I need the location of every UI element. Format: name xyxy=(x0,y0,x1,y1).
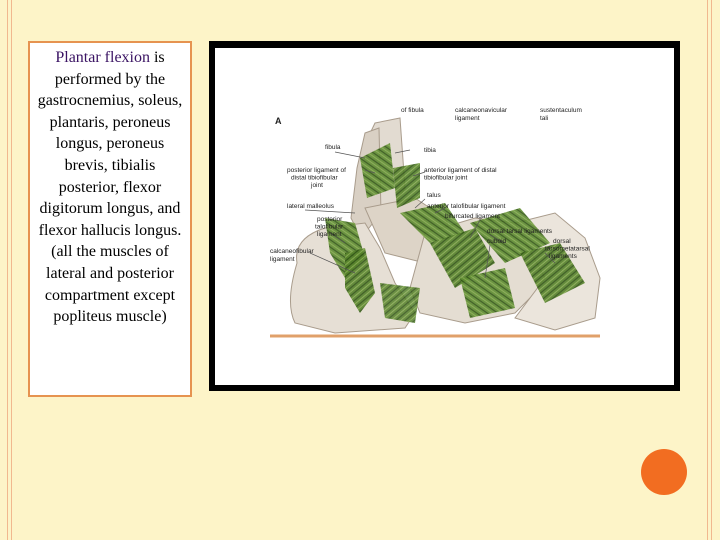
label-dorsal-tarsal: dorsal tarsal ligaments xyxy=(487,228,553,235)
label-calcaneonavicular xyxy=(455,107,509,122)
label-anterior-tibiofibular: anterior ligament of distal tibiofibular joint xyxy=(424,167,497,182)
highlight-term: Plantar flexion xyxy=(55,49,150,66)
left-decor-line-inner xyxy=(11,0,12,540)
label-calcaneonavicular-line2: ligament xyxy=(455,115,480,122)
plantar-flexion-text-box xyxy=(28,41,192,397)
ankle-ligament-illustration xyxy=(215,48,674,385)
right-decor-line-inner xyxy=(711,0,712,540)
label-top-cut: of fibula xyxy=(401,107,424,114)
label-sustentaculum: sustentaculum tali xyxy=(540,107,582,122)
ligament-plantar-heel xyxy=(380,283,420,323)
label-posterior-tibiofibular: posterior ligament of distal tibiofibular joint xyxy=(287,167,346,189)
label-cuboid: cuboid xyxy=(487,238,507,245)
label-calcaneofibular: calcaneofibular ligament xyxy=(270,248,314,263)
panel-letter: A xyxy=(275,116,282,126)
orange-circle-decor xyxy=(641,449,687,495)
label-lateral-malleolus: lateral malleolus xyxy=(287,203,334,210)
left-decor-line xyxy=(7,0,8,540)
right-decor-line xyxy=(707,0,708,540)
body-text: is performed by the gastrocnemius, soleus, plantaris, peroneus longus, peroneus brevis, tibialis posterior, flexor digitorum longus, and flexor hallucis longus. (all the muscles of lateral and posterior compartment except popliteus muscle) xyxy=(37,49,183,326)
label-fibula: fibula xyxy=(325,144,341,151)
label-bifurcated: bifurcated ligament xyxy=(445,213,500,220)
label-dorsal-tarsometatarsal: dorsal tarsometatarsal ligaments xyxy=(545,238,590,260)
figure-frame xyxy=(209,41,680,391)
figure-panel xyxy=(215,48,674,385)
label-tibia: tibia xyxy=(424,147,436,154)
label-talus: talus xyxy=(427,192,441,199)
label-posterior-talofibular: posterior talofibular ligament xyxy=(315,216,344,238)
label-anterior-talofibular: anterior talofibular ligament xyxy=(427,203,506,210)
label-calcaneonavicular-line1: calcaneonavicular xyxy=(455,107,508,114)
